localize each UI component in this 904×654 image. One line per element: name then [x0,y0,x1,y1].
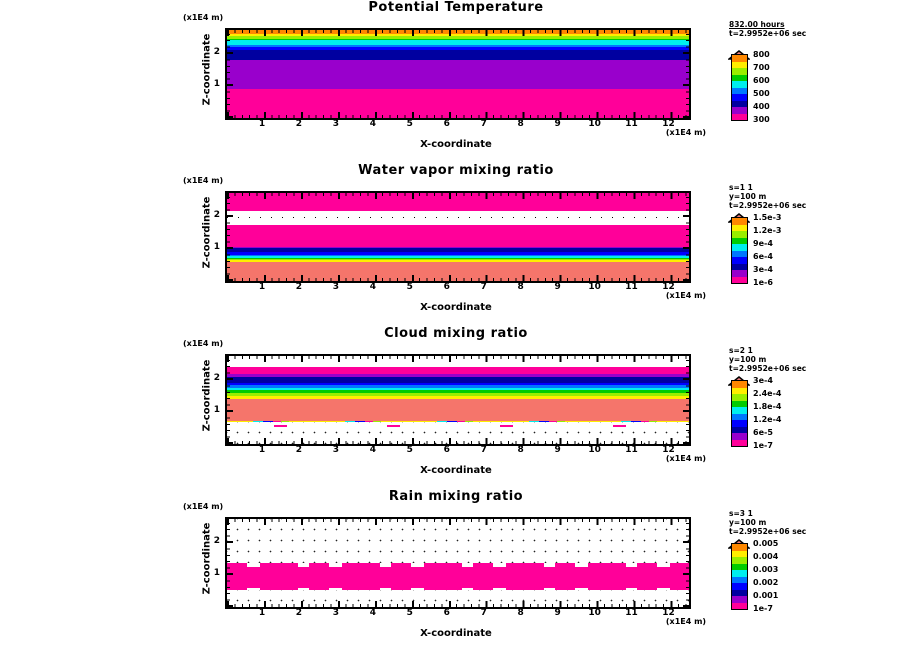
x-tick-label: 1 [258,608,266,618]
panel-title: Cloud mixing ratio [384,326,528,341]
x-tick-label: 5 [406,445,413,455]
contour-bands [227,193,689,281]
legend-header [729,183,806,210]
plot-area [225,191,691,283]
legend-header [729,20,806,38]
y-tick-label: 1 [213,79,220,89]
x-tick-label: 11 [625,445,638,455]
colorbar-segment [732,277,747,284]
x-axis-unit: (x1E4 m) [665,128,707,137]
colorbar-label: 3e-4 [753,265,773,274]
y-axis-label: Z-coordinate [201,522,213,595]
colorbar [727,181,903,311]
panel-title: Potential Temperature [368,0,544,15]
colorbar-label: 9e-4 [753,239,773,248]
colorbar-label: 0.001 [753,591,779,600]
legend-header-line: t=2.9952e+06 sec [729,201,807,210]
y-tick-label: 1 [213,568,220,578]
colorbar-label: 1e-7 [753,604,773,613]
legend-header-line: t=2.9952e+06 sec [729,364,807,373]
contour-band [227,262,689,280]
colorbar-label: 1e-7 [753,441,773,450]
y-axis-label: Z-coordinate [201,196,213,269]
x-tick-label: 12 [662,282,675,292]
x-tick-label: 5 [406,282,413,292]
colorbar-label: 0.005 [753,539,779,548]
x-tick-label: 11 [625,119,638,129]
colorbar-label: 0.004 [753,552,779,561]
y-tick-label: 2 [213,210,220,220]
x-tick-label: 3 [332,445,340,455]
contour-band [227,225,689,247]
x-tick-label: 8 [517,282,524,292]
panel-title: Water vapor mixing ratio [358,163,554,178]
contour-band [227,89,689,118]
x-tick-label: 11 [625,608,638,618]
x-axis-unit: (x1E4 m) [665,291,707,300]
colorbar-segment [732,603,747,610]
x-tick-label: 8 [517,608,524,618]
x-tick-label: 3 [332,608,340,618]
x-tick-label: 3 [332,282,340,292]
x-tick-label: 6 [443,608,450,618]
legend-header-line: y=100 m [729,518,767,527]
colorbar-label: 1e-6 [753,278,773,287]
legend-header-line: y=100 m [729,192,767,201]
contour-band [227,590,689,607]
legend-header-line: s=1 1 [729,183,753,192]
y-tick-label: 1 [213,405,220,415]
colorbar-label: 2.4e-4 [753,389,782,398]
panel-2 [0,163,904,326]
panel-4 [0,489,904,652]
x-tick-label: 7 [480,282,487,292]
x-tick-label: 4 [369,119,376,129]
x-tick-label: 6 [443,119,450,129]
x-tick-label: 9 [554,608,561,618]
colorbar-label: 500 [753,89,770,98]
legend-header-line: t=2.9952e+06 sec [729,29,807,38]
y-axis-unit: (x1E4 m) [183,502,224,511]
x-tick-label: 12 [662,119,675,129]
y-tick-label: 2 [213,536,220,546]
x-tick-label: 9 [554,445,561,455]
legend-header-line: s=3 1 [729,509,753,518]
contour-band [227,399,689,420]
colorbar [727,507,903,637]
x-tick-label: 10 [588,445,601,455]
contour-bands [227,356,689,444]
x-axis-unit: (x1E4 m) [665,617,707,626]
contour-bands [227,519,689,607]
x-tick-label: 6 [443,282,450,292]
panel-title: Rain mixing ratio [388,489,524,504]
x-tick-label: 1 [258,445,266,455]
x-tick-label: 10 [588,608,601,618]
colorbar-label: 300 [753,115,770,124]
contour-band [227,567,689,587]
y-tick-label: 2 [213,47,220,57]
colorbar-label: 1.2e-4 [753,415,782,424]
x-axis-label: X-coordinate [420,628,492,639]
y-tick-label: 1 [213,242,220,252]
x-tick-label: 8 [517,445,524,455]
y-axis-label: Z-coordinate [201,359,213,432]
y-axis-label: Z-coordinate [201,33,213,106]
x-tick-label: 9 [554,119,561,129]
contour-bands [227,30,689,118]
x-tick-label: 2 [295,282,303,292]
colorbar-scale [731,543,748,610]
colorbar-label: 800 [753,50,770,59]
colorbar-label: 0.003 [753,565,779,574]
colorbar [727,344,903,474]
x-axis-label: X-coordinate [420,302,492,313]
colorbar-scale [731,380,748,447]
legend-header [729,346,806,373]
x-tick-label: 11 [625,282,638,292]
contour-band [227,50,689,60]
colorbar-label: 1.5e-3 [753,213,782,222]
x-tick-label: 2 [295,608,303,618]
legend-header-line: t=2.9952e+06 sec [729,527,807,536]
x-tick-label: 5 [406,119,413,129]
x-tick-label: 5 [406,608,413,618]
contour-band [227,193,689,211]
colorbar-scale [731,54,748,121]
colorbar-segment [732,440,747,447]
panel-1 [0,0,904,163]
legend-header [729,509,806,536]
x-tick-label: 8 [517,119,524,129]
x-tick-label: 2 [295,119,303,129]
colorbar-label: 0.002 [753,578,779,587]
contour-band [227,422,689,444]
x-tick-label: 6 [443,445,450,455]
y-axis-unit: (x1E4 m) [183,176,224,185]
contour-band [227,356,689,367]
legend-header-line: y=100 m [729,355,767,364]
colorbar-label: 700 [753,63,770,72]
x-tick-label: 7 [480,608,487,618]
x-axis-label: X-coordinate [420,465,492,476]
x-tick-label: 1 [258,282,266,292]
colorbar-label: 400 [753,102,770,111]
x-tick-label: 4 [369,445,376,455]
colorbar [727,18,903,148]
x-tick-label: 7 [480,445,487,455]
colorbar-label: 1.2e-3 [753,226,782,235]
x-tick-label: 3 [332,119,340,129]
contour-band [227,519,689,563]
x-tick-label: 12 [662,608,675,618]
x-tick-label: 2 [295,445,303,455]
x-tick-label: 4 [369,608,376,618]
x-tick-label: 4 [369,282,376,292]
legend-header-line: 832.00 hours [729,20,785,29]
colorbar-label: 6e-4 [753,252,773,261]
x-tick-label: 12 [662,445,675,455]
x-tick-label: 10 [588,119,601,129]
legend-header-line: s=2 1 [729,346,753,355]
colorbar-label: 600 [753,76,770,85]
y-tick-label: 2 [213,373,220,383]
x-tick-label: 9 [554,282,561,292]
panel-3 [0,326,904,489]
x-tick-label: 7 [480,119,487,129]
colorbar-label: 1.8e-4 [753,402,782,411]
contour-band [227,60,689,89]
x-axis-label: X-coordinate [420,139,492,150]
x-tick-label: 1 [258,119,266,129]
plot-area [225,28,691,120]
colorbar-scale [731,217,748,284]
contour-band [227,211,689,224]
plot-area [225,354,691,446]
colorbar-label: 6e-5 [753,428,773,437]
x-axis-unit: (x1E4 m) [665,454,707,463]
colorbar-segment [732,114,747,121]
colorbar-label: 3e-4 [753,376,773,385]
plot-area [225,517,691,609]
x-tick-label: 10 [588,282,601,292]
y-axis-unit: (x1E4 m) [183,339,224,348]
y-axis-unit: (x1E4 m) [183,13,224,22]
